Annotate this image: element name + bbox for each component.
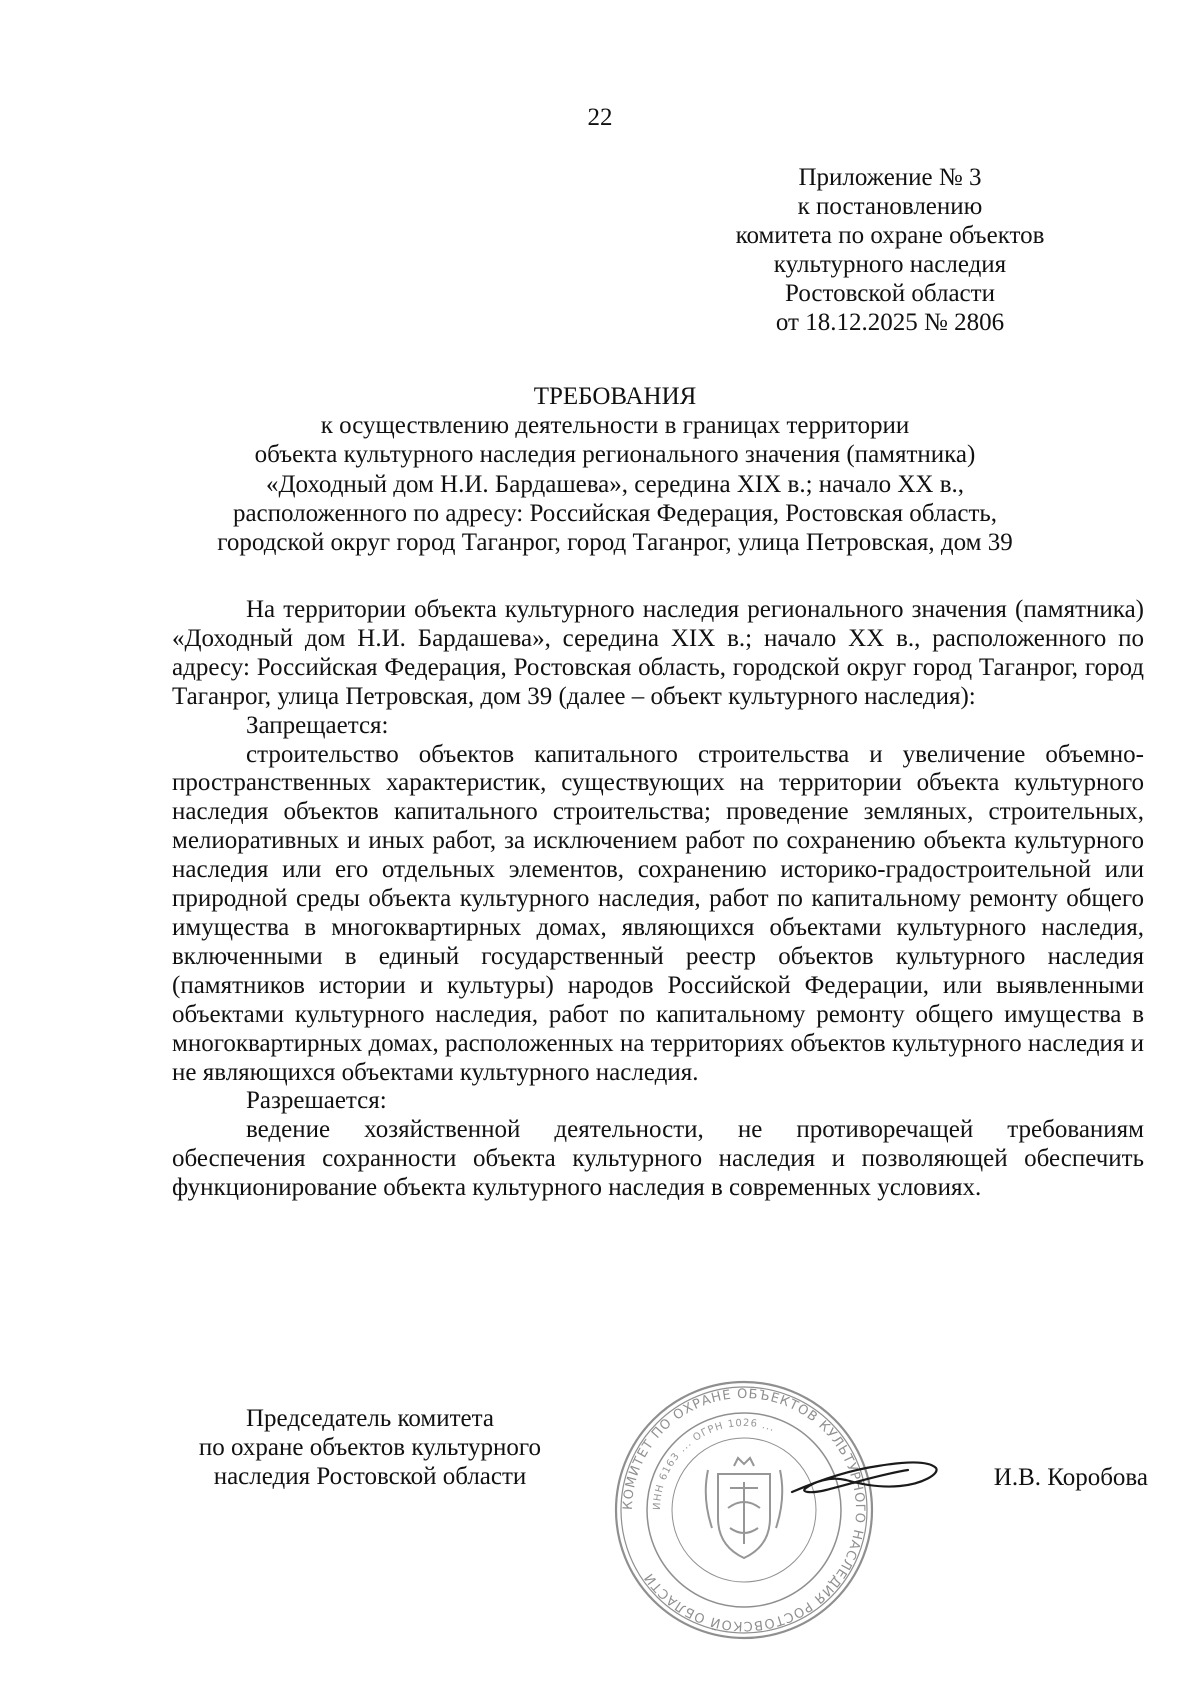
allowed-paragraph: ведение хозяйственной деятельности, не противоречащей требованиям обеспечения сохранности объекта культурного наследия и позволяющей обеспечить функционирование объекта культурного наследия в современных условиях. xyxy=(172,1116,1144,1202)
subtitle-line: к осуществлению деятельности в границах территории xyxy=(320,412,910,440)
official-seal-stamp xyxy=(612,1378,876,1642)
subtitle-line: «Доходный дом Н.И. Бардашева», середина XIX в.; начало XX в., xyxy=(265,470,965,498)
subtitle-line: объекта культурного наследия регионального значения (памятника) xyxy=(254,441,976,469)
signatory-position xyxy=(150,1404,590,1491)
subtitle-line: расположенного по адресу: Российская Федерация, Ростовская область, xyxy=(232,499,998,527)
handwritten-signature xyxy=(790,1440,940,1510)
appendix-line: Ростовской области xyxy=(785,280,995,307)
allowed-heading: Разрешается: xyxy=(246,1087,387,1115)
seal-inner-text: ИНН 6163 ... ОГРН 1026 ... xyxy=(651,1417,777,1511)
signer-name: И.В. Коробова xyxy=(993,1464,1148,1491)
page-number: 22 xyxy=(587,104,613,131)
position-line: наследия Ростовской области xyxy=(213,1463,527,1490)
appendix-block xyxy=(700,163,1080,337)
appendix-line: культурного наследия xyxy=(773,251,1007,278)
appendix-line: Приложение № 3 xyxy=(798,164,982,191)
prohibited-paragraph: строительство объектов капитального строительства и увеличение объемно-пространственных характеристик, существующих на территории объекта культурного наследия объектов капитального строительства; проведение земляных, строительных, мелиоративных и иных работ, за исключением работ по сохранению объекта культурного наследия или его отдельных элементов, сохранению историко-градостроительной или природной среды объекта культурного наследия, работ по капитальному ремонту общего имущества в многоквартирных домах, являющихся объектами культурного наследия, включенными в единый государственный реестр объектов культурного наследия (памятников истории и культуры) народов Российской Федерации, или выявленными объектами культурного наследия, работ по капитальному ремонту общего имущества в многоквартирных домах, расположенных на территориях объектов культурного наследия и не являющихся объектами культурного наследия. xyxy=(172,740,1144,1086)
appendix-line: комитета по охране объектов xyxy=(735,222,1045,249)
appendix-line: к постановлению xyxy=(797,193,983,220)
position-line: по охране объектов культурного xyxy=(198,1434,542,1461)
intro-paragraph: На территории объекта культурного наследия регионального значения (памятника) «Доходный дом Н.И. Бардашева», середина XIX в.; начало XX в., расположенного по адресу: Российская Федерация, Ростовская область, городской округ город Таганрог, город Таганрог, улица Петровская, дом 39 (далее – объект культурного наследия): xyxy=(172,596,1144,710)
prohibited-heading: Запрещается: xyxy=(246,711,389,739)
document-heading: ТРЕБОВАНИЯ xyxy=(533,383,697,410)
document-title-block xyxy=(150,382,1080,557)
seal-outer-text: КОМИТЕТ ПО ОХРАНЕ ОБЪЕКТОВ КУЛЬТУРНОГО НАСЛЕДИЯ РОСТОВСКОЙ ОБЛАСТИ xyxy=(620,1386,868,1634)
position-line: Председатель комитета xyxy=(246,1405,494,1432)
subtitle-line: городской округ город Таганрог, город Таганрог, улица Петровская, дом 39 xyxy=(217,529,1013,557)
appendix-line: от 18.12.2025 № 2806 xyxy=(775,309,1005,336)
coat-of-arms-icon xyxy=(706,1458,783,1558)
svg-text:ИНН 6163 ... ОГРН 1026 ... xyxy=(652,1418,776,1510)
document-body xyxy=(172,596,1144,1203)
